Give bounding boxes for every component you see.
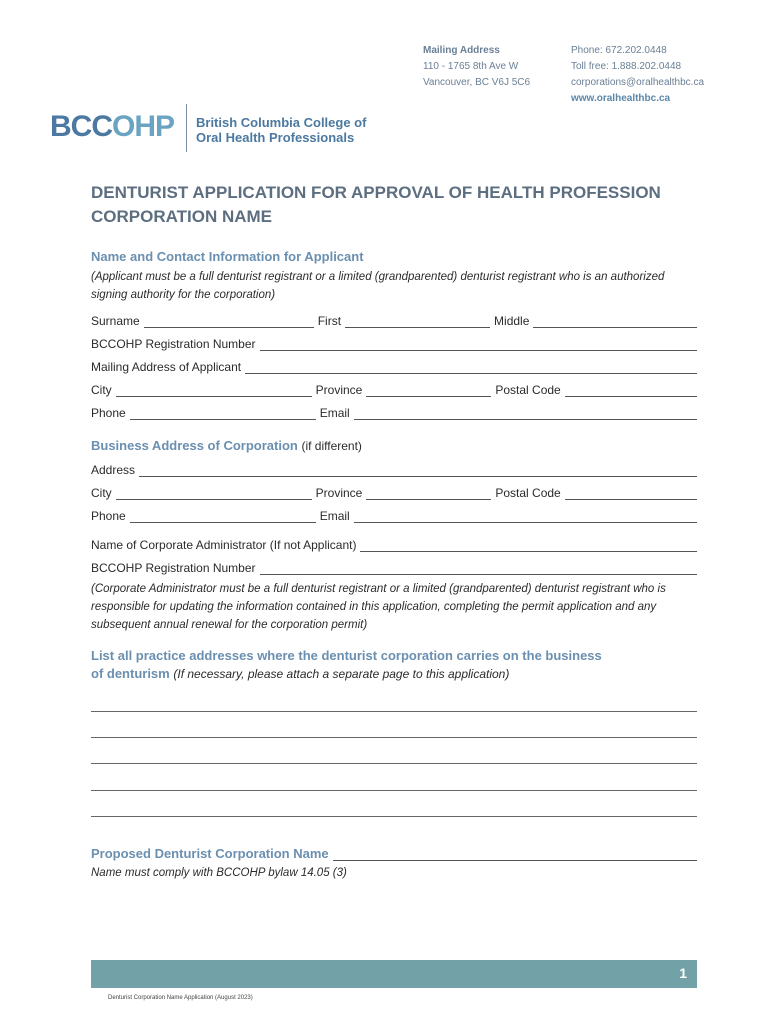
business-phone-field[interactable] [130,510,316,523]
applicant-reg-row [91,335,697,351]
middle-name-field[interactable] [533,315,697,328]
logo-ohp-text: OHP [112,110,175,143]
email-field[interactable] [354,407,697,420]
admin-reg-label: BCCOHP Registration Number [91,561,256,575]
page-title-line2: CORPORATION NAME [91,207,273,226]
applicant-phone-row [91,404,697,420]
practice-address-line-1[interactable] [91,711,697,712]
business-city-row [91,484,697,500]
logo-bc-text: BCC [50,110,112,143]
business-phone-label: Phone [91,509,126,523]
province-field[interactable] [366,384,491,397]
business-phone-row [91,507,697,523]
mailing-address-field[interactable] [245,361,697,374]
practice-address-line-2[interactable] [91,737,697,738]
mailing-address-applicant-label: Mailing Address of Applicant [91,360,242,374]
applicant-note: (Applicant must be a full denturist registrant or a limited (grandparented) denturist registrant who is an authorized signing authority for the corporation) [91,271,665,301]
practice-heading-line2-text: of denturism [91,666,170,681]
business-email-field[interactable] [354,510,697,523]
business-address-label: Address [91,463,136,477]
footer-bar [91,960,697,988]
reg-number-field[interactable] [260,338,697,351]
proposed-name-note: Name must comply with BCCOHP bylaw 14.05 (3) [91,867,347,879]
email-link[interactable]: corporations@oralhealthbc.ca [571,77,705,88]
applicant-city-row [91,381,697,397]
business-province-field[interactable] [366,487,491,500]
first-label: First [317,314,342,328]
phone-label: Phone [91,406,126,420]
business-section-heading [91,438,362,453]
city-field[interactable] [116,384,312,397]
footer-doc-name: Denturist Corporation Name Application (August 2023) [108,995,253,1001]
mailing-address-line1: 110 - 1765 8th Ave W [423,61,519,72]
practice-address-line-5[interactable] [91,816,697,817]
postal-code-label: Postal Code [495,383,561,397]
business-city-field[interactable] [116,487,312,500]
applicant-mailing-row [91,358,697,374]
city-label: City [91,383,112,397]
admin-reg-row [91,559,697,575]
practice-heading-line1: List all practice addresses where the denturist corporation carries on the business [91,648,602,663]
page-title-line1: DENTURIST APPLICATION FOR APPROVAL OF HEALTH PROFESSION [91,183,661,202]
mailing-address-line2: Vancouver, BC V6J 5C6 [423,77,531,88]
middle-label: Middle [494,314,530,328]
admin-note: (Corporate Administrator must be a full denturist registrant or a limited (grandparented) denturist registrant who is responsible for updating the information contained in this application, completing the permit application and any subsequent annual renewal for the corporation permit) [91,583,666,631]
applicant-name-row [91,312,697,328]
admin-name-row [91,536,697,552]
admin-reg-field[interactable] [260,562,697,575]
business-heading-suffix: (if different) [301,439,362,453]
bccohp-logo [50,110,174,144]
surname-label: Surname [91,314,140,328]
admin-name-field[interactable] [360,539,697,552]
business-heading-text: Business Address of Corporation [91,438,298,453]
proposed-name-field[interactable] [333,848,697,861]
business-address-row [91,461,697,477]
email-label: Email [319,406,350,420]
proposed-name-row [91,845,697,861]
mailing-address-label: Mailing Address [423,45,500,56]
province-label: Province [315,383,363,397]
business-email-label: Email [319,509,350,523]
surname-field[interactable] [144,315,314,328]
first-name-field[interactable] [345,315,490,328]
page-number: 1 [679,965,687,981]
admin-name-label: Name of Corporate Administrator (If not Applicant) [91,538,357,552]
business-city-label: City [91,486,112,500]
proposed-name-label: Proposed Denturist Corporation Name [91,846,329,861]
practice-address-line-3[interactable] [91,763,697,764]
practice-address-line-4[interactable] [91,790,697,791]
logo-subtitle-2: Oral Health Professionals [196,130,355,145]
logo-divider [186,104,187,152]
practice-heading-line2 [91,666,509,681]
phone-text: Phone: 672.202.0448 [571,45,667,56]
tollfree-text: Toll free: 1.888.202.0448 [571,61,682,72]
business-postal-label: Postal Code [495,486,561,500]
applicant-section-heading: Name and Contact Information for Applicant [91,249,364,264]
logo-subtitle-1: British Columbia College of [196,115,367,130]
practice-heading-note: (If necessary, please attach a separate page to this application) [173,667,510,681]
postal-code-field[interactable] [565,384,697,397]
phone-field[interactable] [130,407,316,420]
website-link[interactable]: www.oralhealthbc.ca [571,93,671,104]
business-postal-field[interactable] [565,487,697,500]
reg-number-label: BCCOHP Registration Number [91,337,256,351]
business-province-label: Province [315,486,363,500]
business-address-field[interactable] [139,464,697,477]
